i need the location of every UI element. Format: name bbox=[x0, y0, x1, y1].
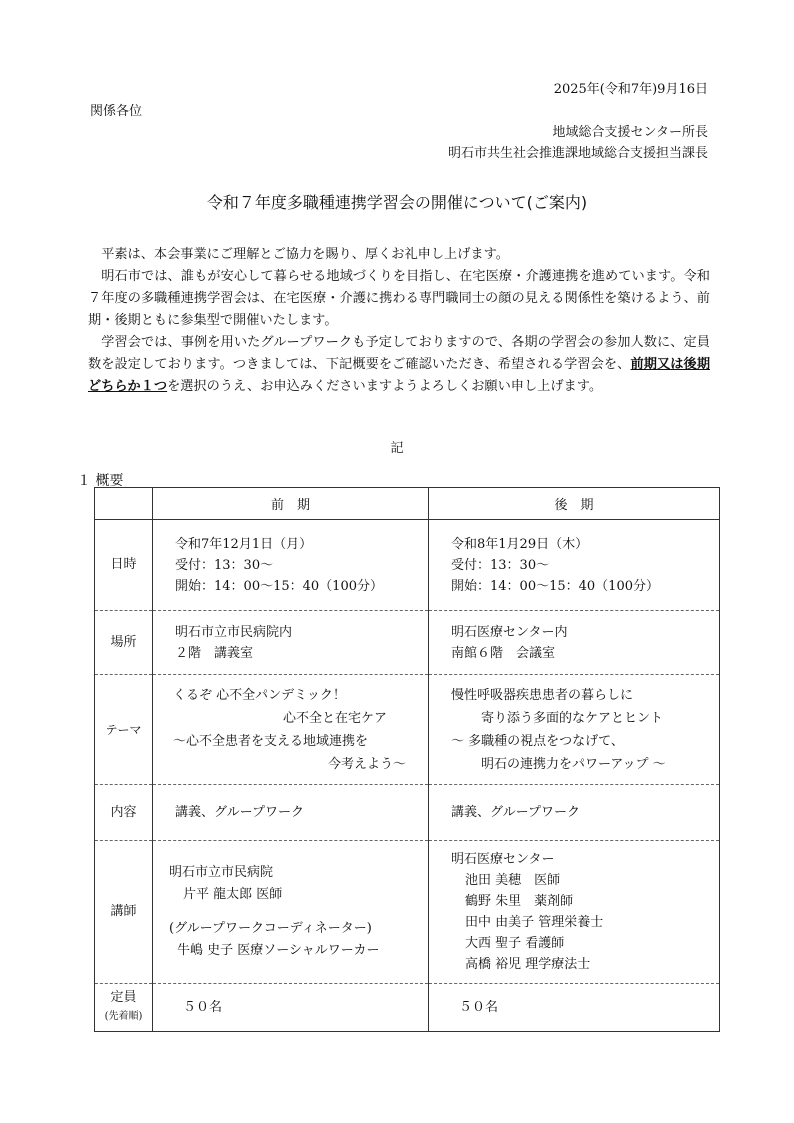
datetime-second-reception: 受付：13：30～ bbox=[451, 557, 550, 573]
theme-second-line-1: 慢性呼吸器疾患患者の暮らしに bbox=[451, 687, 634, 703]
table-row-theme bbox=[95, 675, 720, 785]
row-label-lecturer: 講師 bbox=[95, 841, 153, 984]
body-paragraph-3-post: を選択のうえ、お申込みくださいますようよろしくお願い申し上げます。 bbox=[167, 379, 603, 394]
table-row-lecturer bbox=[95, 841, 720, 984]
theme-second-line-3: ～ 多職種の視点をつなげて、 bbox=[451, 733, 624, 749]
place-second-cell bbox=[429, 611, 720, 675]
lecturer-second-person-5: 高橋 裕児 理学療法士 bbox=[465, 957, 591, 972]
addressee: 関係各位 bbox=[90, 104, 143, 119]
row-label-theme: テーマ bbox=[95, 675, 153, 785]
row-label-datetime: 日時 bbox=[95, 520, 153, 611]
body-paragraph-3-pre: 学習会では、事例を用いたグループワークも予定しておりますので、各期の学習会の参加人数に、定員数を設定しております。つきましては、下記概要をご確認いただき、希望される学習会を、 bbox=[88, 335, 710, 372]
lecturer-first-org: 明石市立市民病院 bbox=[169, 865, 274, 880]
datetime-first-cell bbox=[153, 520, 429, 611]
table-header-row bbox=[95, 488, 720, 520]
lecturer-second-person-2: 鶴野 朱里 薬剤師 bbox=[465, 894, 574, 909]
place-first-line-1: 明石市立市民病院内 bbox=[175, 624, 293, 640]
table-header-second: 後 期 bbox=[429, 488, 720, 520]
lecturer-first-cell bbox=[153, 841, 429, 984]
capacity-first-cell bbox=[153, 984, 429, 1032]
body-text bbox=[88, 244, 710, 398]
theme-second-line-2: 寄り添う多面的なケアとヒント bbox=[481, 710, 664, 726]
content-first: 講義、グループワーク bbox=[175, 805, 304, 820]
issue-date: 2025年(令和7年)9月16日 bbox=[553, 82, 708, 97]
table-header-blank bbox=[95, 488, 153, 520]
theme-second-line-4: 明石の連携力をパワーアップ ～ bbox=[481, 756, 666, 772]
row-label-place: 場所 bbox=[95, 611, 153, 675]
lecturer-second-person-3: 田中 由美子 管理栄養士 bbox=[465, 915, 604, 930]
lecturer-first-role: (グループワークコーディネーター) bbox=[169, 921, 372, 936]
body-emphasis: 前期又は後期どちらか１つ bbox=[88, 357, 711, 394]
row-label-capacity-note: (先着順) bbox=[104, 1011, 143, 1022]
theme-first-cell bbox=[153, 675, 429, 785]
datetime-second-cell bbox=[429, 520, 720, 611]
table-row-content bbox=[95, 785, 720, 841]
lecturer-second-org: 明石医療センター bbox=[451, 852, 555, 867]
body-paragraph-1: 平素は、本会事業にご理解とご協力を賜り、厚くお礼申し上げます。 bbox=[101, 247, 509, 262]
lecturer-second-cell bbox=[429, 841, 720, 984]
place-first-line-2: ２階 講義室 bbox=[175, 645, 254, 661]
theme-second-cell bbox=[429, 675, 720, 785]
table-row-place bbox=[95, 611, 720, 675]
ki-mark: 記 bbox=[390, 441, 404, 456]
capacity-second: ５０名 bbox=[459, 1000, 499, 1015]
place-second-line-1: 明石医療センター内 bbox=[451, 624, 568, 640]
body-paragraph-3 bbox=[88, 332, 710, 398]
document-title: 令和７年度多職種連携学習会の開催について(ご案内) bbox=[206, 193, 588, 212]
capacity-second-cell bbox=[429, 984, 720, 1032]
sender-line-1: 地域総合支援センター所長 bbox=[552, 125, 708, 140]
sender-line-2: 明石市共生社会推進課地域総合支援担当課長 bbox=[447, 146, 708, 161]
place-first-cell bbox=[153, 611, 429, 675]
capacity-first: ５０名 bbox=[183, 1000, 223, 1015]
theme-first-line-4: 今考えよう～ bbox=[328, 756, 407, 772]
lecturer-second-person-4: 大西 聖子 看護師 bbox=[465, 936, 565, 951]
content-second-cell bbox=[429, 785, 720, 841]
datetime-first-date: 令和7年12月1日（月） bbox=[175, 536, 313, 552]
datetime-first-reception: 受付：13：30～ bbox=[175, 557, 274, 573]
theme-first-line-2: 心不全と在宅ケア bbox=[283, 710, 388, 726]
lecturer-first-person-1: 片平 龍太郎 医師 bbox=[183, 887, 283, 902]
content-first-cell bbox=[153, 785, 429, 841]
datetime-first-start: 開始：14：00～15：40（100分） bbox=[175, 578, 383, 594]
row-label-capacity bbox=[95, 984, 153, 1032]
theme-first-line-1: くるぞ 心不全パンデミック！ bbox=[173, 687, 346, 703]
datetime-second-start: 開始：14：00～15：40（100分） bbox=[451, 578, 659, 594]
table-row-capacity bbox=[95, 984, 720, 1032]
theme-first-line-3: ～心不全患者を支える地域連携を bbox=[173, 733, 369, 749]
content-second: 講義、グループワーク bbox=[451, 805, 580, 820]
datetime-second-date: 令和8年1月29日（木） bbox=[451, 536, 589, 552]
lecturer-second-person-1: 池田 美穂 医師 bbox=[465, 873, 561, 888]
table-header-first: 前 期 bbox=[153, 488, 429, 520]
row-label-content: 内容 bbox=[95, 785, 153, 841]
body-paragraph-2: 明石市では、誰もが安心して暮らせる地域づくりを目指し、在宅医療・介護連携を進めています。令和７年度の多職種連携学習会は、在宅医療・介護に携わる専門職同士の顔の見える関係性を築けるよう、前期・後期ともに参集型で開催いたします。 bbox=[88, 269, 710, 328]
table-row-datetime bbox=[95, 520, 720, 611]
section-title: １ 概要 bbox=[77, 473, 124, 489]
outline-table bbox=[94, 487, 720, 1032]
row-label-capacity-main: 定員 bbox=[110, 990, 137, 1005]
place-second-line-2: 南館６階 会議室 bbox=[451, 645, 556, 661]
lecturer-first-person-2: 牛嶋 史子 医療ソーシャルワーカー bbox=[177, 943, 380, 958]
